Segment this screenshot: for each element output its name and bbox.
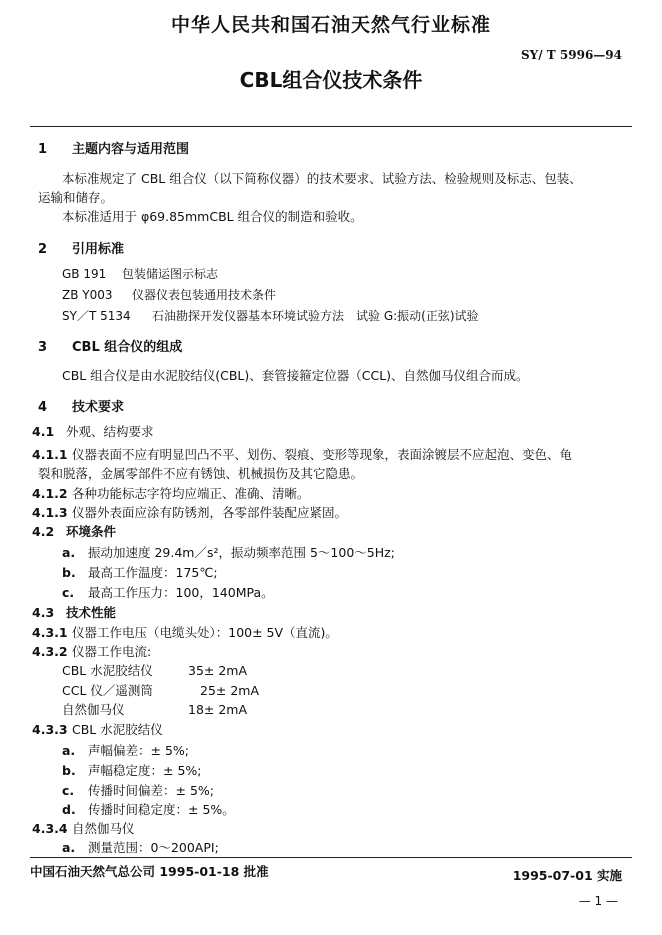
clause-4-1-3: 4.1.3 仪器外表面应涂有防锈剂，各零部件装配应紧固。 (32, 505, 348, 520)
page-number: — 1 — (578, 894, 618, 908)
reference-item: ZB Y003 仪器仪表包装通用技术条件 (62, 288, 277, 302)
reference-item: GB 191 包装储运图示标志 (62, 267, 219, 281)
implementation-line: 1995-07-01 实施 (512, 868, 622, 883)
section-1-para-2: 本标准适用于 φ69.85mmCBL 组合仪的制造和验收。 (62, 209, 363, 224)
section-1-para-1a: 本标准规定了 CBL 组合仪（以下简称仪器）的技术要求、试验方法、检验规则及标志、包装、 (62, 171, 582, 186)
list-item: a. 声幅偏差：± 5%; (62, 743, 189, 758)
header-rule (30, 126, 632, 127)
current-row: CCL 仪／遥测筒 25± 2mA (62, 683, 260, 698)
clause-4-3-3: 4.3.3 CBL 水泥胶结仪 (32, 722, 163, 737)
standard-code: SY/ T 5996—94 (521, 48, 622, 62)
list-item: a. 测量范围：0～200API; (62, 840, 219, 855)
footer-rule (30, 857, 632, 858)
list-item: a. 振动加速度 29.4m／s²，振动频率范围 5～100～5Hz; (62, 545, 395, 560)
current-row: CBL 水泥胶结仪 35± 2mA (62, 663, 248, 678)
section-4-heading: 4 技术要求 (38, 400, 125, 415)
section-3-para: CBL 组合仪是由水泥胶结仪(CBL)、套管接箍定位器（CCL)、自然伽马仪组合而成。 (62, 368, 529, 383)
section-4-2-heading: 4.2 环境条件 (32, 524, 117, 539)
section-4-3-heading: 4.3 技术性能 (32, 605, 117, 620)
list-item: c. 最高工作压力：100，140MPa。 (62, 585, 274, 600)
section-2-heading: 2 引用标准 (38, 242, 125, 257)
approval-line: 中国石油天然气总公司 1995-01-18 批准 (30, 864, 269, 879)
section-3-heading: 3 CBL 组合仪的组成 (38, 340, 183, 355)
current-row: 自然伽马仪 18± 2mA (62, 702, 248, 717)
document-title: CBL组合仪技术条件 (239, 68, 423, 92)
section-1-heading: 1 主题内容与适用范围 (38, 142, 190, 157)
clause-4-1-1: 4.1.1 仪器表面不应有明显凹凸不平、划伤、裂痕、变形等现象，表面涂镀层不应起泡、变色、龟 (32, 447, 573, 462)
clause-4-3-4: 4.3.4 自然伽马仪 (32, 821, 135, 836)
list-item: b. 声幅稳定度：± 5%; (62, 763, 202, 778)
section-1-para-1b: 运输和储存。 (38, 190, 114, 205)
list-item: b. 最高工作温度：175℃; (62, 565, 218, 580)
list-item: d. 传播时间稳定度：± 5%。 (62, 802, 235, 817)
clause-4-3-2: 4.3.2 仪器工作电流: (32, 644, 152, 659)
reference-item: SY／T 5134 石油勘探开发仪器基本环境试验方法 试验 G:振动(正弦)试验 (62, 309, 479, 323)
clause-4-1-1-cont: 裂和脱落，金属零部件不应有锈蚀、机械损伤及其它隐患。 (38, 466, 364, 481)
clause-4-3-1: 4.3.1 仪器工作电压（电缆头处）：100± 5V（直流)。 (32, 625, 338, 640)
section-4-1-heading: 4.1 外观、结构要求 (32, 424, 154, 439)
standard-title: 中华人民共和国石油天然气行业标准 (170, 14, 491, 36)
clause-4-1-2: 4.1.2 各种功能标志字符均应端正、准确、清晰。 (32, 486, 310, 501)
list-item: c. 传播时间偏差：± 5%; (62, 783, 214, 798)
